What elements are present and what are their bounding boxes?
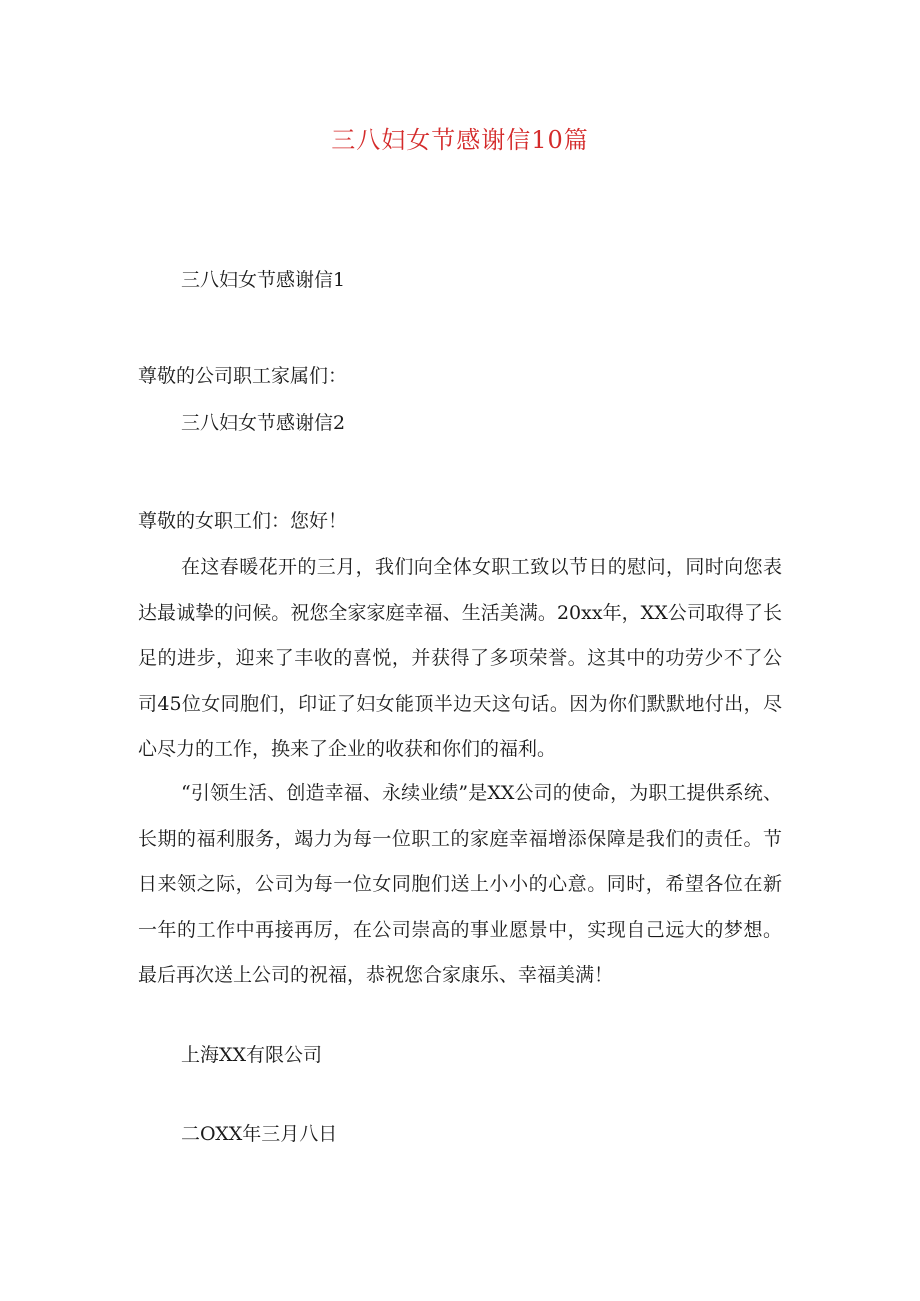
letter1-heading: 三八妇女节感谢信1 [181,269,346,291]
letter2-signature: 上海XX有限公司 [181,1044,323,1066]
letter2-heading: 三八妇女节感谢信2 [181,412,346,434]
letter1-salutation: 尊敬的公司职工家属们： [138,365,348,387]
letter2-paragraph-1: 在这春暖花开的三月，我们向全体女职工致以节日的慰问，同时向您表达最诚挚的问候。祝您全家家庭幸福、生活美满。20xx年，XX公司取得了长足的进步，迎来了丰收的喜悦，并获得了多项荣誉。这其中的功劳少不了公司45位女同胞们，印证了妇女能顶半边天这句话。因为你们默默地付出，尽心尽力的工作，换来了企业的收获和你们的福利。 [138,556,782,760]
letter2-date: 二OXX年三月八日 [181,1123,338,1145]
document-title: 三八妇女节感谢信10篇 [331,126,589,154]
letter2-salutation: 尊敬的女职工们：您好！ [138,510,348,532]
letter2-paragraph-2: “引领生活、创造幸福、永续业绩”是XX公司的使命，为职工提供系统、长期的福利服务，竭力为每一位职工的家庭幸福增添保障是我们的责任。节日来领之际，公司为每一位女同胞们送上小小的心意。同时，希望各位在新一年的工作中再接再厉，在公司崇高的事业愿景中，实现自己远大的梦想。最后再次送上公司的祝福，恭祝您合家康乐、幸福美满！ [138,782,782,986]
